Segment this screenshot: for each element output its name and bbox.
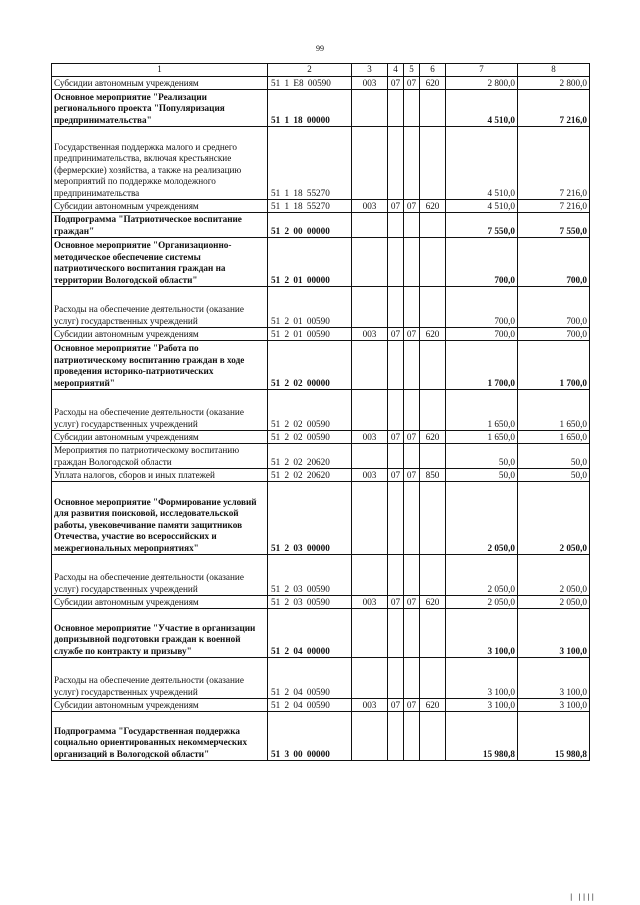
- row-col4-cell: [388, 609, 404, 658]
- row-col4-cell: [388, 390, 404, 431]
- row-col6-cell: 620: [420, 596, 446, 609]
- table-row: [52, 555, 590, 596]
- table-row: [52, 444, 590, 469]
- row-value8-cell: 7 216,0: [518, 200, 590, 213]
- table-header-row: [52, 64, 590, 77]
- row-col6-cell: [420, 238, 446, 287]
- row-col3-cell: [352, 238, 388, 287]
- row-code-cell: 51 1 18 55270: [268, 127, 352, 200]
- row-name-cell: Основное мероприятие "Организационно-методическое обеспечение системы патриотического воспитания граждан на территории Вологодской области": [52, 238, 268, 287]
- row-col6-cell: [420, 555, 446, 596]
- row-name-cell: Субсидии автономным учреждениям: [52, 200, 268, 213]
- row-col3-cell: 003: [352, 699, 388, 712]
- row-code-cell: 51 1 18 55270: [268, 200, 352, 213]
- row-col6-cell: [420, 712, 446, 761]
- row-value8-cell: 50,0: [518, 469, 590, 482]
- row-value7-cell: 1 650,0: [446, 431, 518, 444]
- row-col3-cell: [352, 390, 388, 431]
- row-value8-cell: 3 100,0: [518, 609, 590, 658]
- row-value7-cell: 15 980,8: [446, 712, 518, 761]
- row-code-cell: 51 2 03 00590: [268, 555, 352, 596]
- row-col4-cell: [388, 127, 404, 200]
- row-value8-cell: 1 650,0: [518, 431, 590, 444]
- row-name-cell: Основное мероприятие "Участие в организации допризывной подготовки граждан к военной службе по контракту и призыву": [52, 609, 268, 658]
- row-value8-cell: 2 050,0: [518, 555, 590, 596]
- row-col4-cell: [388, 238, 404, 287]
- row-col6-cell: [420, 390, 446, 431]
- table-row: [52, 482, 590, 555]
- row-value8-cell: 15 980,8: [518, 712, 590, 761]
- row-col4-cell: [388, 287, 404, 328]
- row-col4-cell: 07: [388, 328, 404, 341]
- table-row: [52, 200, 590, 213]
- row-name-cell: Субсидии автономным учреждениям: [52, 328, 268, 341]
- row-col6-cell: [420, 287, 446, 328]
- row-col3-cell: 003: [352, 200, 388, 213]
- row-col6-cell: [420, 127, 446, 200]
- row-col6-cell: 620: [420, 431, 446, 444]
- row-col5-cell: [404, 390, 420, 431]
- row-value7-cell: 700,0: [446, 238, 518, 287]
- table-row: [52, 609, 590, 658]
- row-code-cell: 51 2 02 00000: [268, 341, 352, 390]
- row-col6-cell: [420, 444, 446, 469]
- row-col3-cell: 003: [352, 469, 388, 482]
- row-col6-cell: [420, 658, 446, 699]
- row-col3-cell: 003: [352, 431, 388, 444]
- row-value7-cell: 3 100,0: [446, 699, 518, 712]
- row-value8-cell: 7 216,0: [518, 90, 590, 127]
- row-col4-cell: 07: [388, 699, 404, 712]
- row-value7-cell: 2 050,0: [446, 596, 518, 609]
- row-name-cell: Расходы на обеспечение деятельности (оказание услуг) государственных учреждений: [52, 658, 268, 699]
- row-col4-cell: 07: [388, 431, 404, 444]
- row-value7-cell: 4 510,0: [446, 200, 518, 213]
- table-row: [52, 699, 590, 712]
- scan-mark: | ||||: [569, 893, 596, 901]
- row-col5-cell: [404, 238, 420, 287]
- row-value7-cell: 50,0: [446, 444, 518, 469]
- row-code-cell: 51 2 00 00000: [268, 213, 352, 238]
- row-col3-cell: [352, 609, 388, 658]
- row-col5-cell: 07: [404, 469, 420, 482]
- row-value7-cell: 7 550,0: [446, 213, 518, 238]
- table-row: [52, 238, 590, 287]
- table-row: [52, 341, 590, 390]
- row-value8-cell: 700,0: [518, 328, 590, 341]
- row-col5-cell: [404, 658, 420, 699]
- table-row: [52, 90, 590, 127]
- row-col3-cell: [352, 658, 388, 699]
- row-code-cell: 51 1 18 00000: [268, 90, 352, 127]
- row-col3-cell: [352, 341, 388, 390]
- table-row: [52, 287, 590, 328]
- row-col4-cell: [388, 90, 404, 127]
- row-value8-cell: 2 800,0: [518, 77, 590, 90]
- row-col5-cell: 07: [404, 77, 420, 90]
- row-col4-cell: [388, 213, 404, 238]
- row-value7-cell: 1 700,0: [446, 341, 518, 390]
- row-name-cell: Расходы на обеспечение деятельности (оказание услуг) государственных учреждений: [52, 287, 268, 328]
- table-row: [52, 712, 590, 761]
- row-col6-cell: 850: [420, 469, 446, 482]
- header-cell: 3: [352, 64, 388, 77]
- header-cell: 6: [420, 64, 446, 77]
- table-row: [52, 658, 590, 699]
- row-col3-cell: [352, 90, 388, 127]
- row-col6-cell: 620: [420, 77, 446, 90]
- row-col5-cell: [404, 341, 420, 390]
- row-col4-cell: [388, 341, 404, 390]
- row-col5-cell: 07: [404, 431, 420, 444]
- row-name-cell: Подпрограмма "Патриотическое воспитание граждан": [52, 213, 268, 238]
- table-row: [52, 431, 590, 444]
- row-name-cell: Уплата налогов, сборов и иных платежей: [52, 469, 268, 482]
- row-name-cell: Государственная поддержка малого и среднего предпринимательства, включая крестьянские (фермерские) хозяйства, а также на реализацию мероприятий по поддержке молодежного предпринимательства: [52, 127, 268, 200]
- row-col3-cell: [352, 444, 388, 469]
- row-code-cell: 51 2 01 00590: [268, 287, 352, 328]
- header-cell: 8: [518, 64, 590, 77]
- row-value8-cell: 3 100,0: [518, 699, 590, 712]
- row-code-cell: 51 2 03 00000: [268, 482, 352, 555]
- row-name-cell: Расходы на обеспечение деятельности (оказание услуг) государственных учреждений: [52, 390, 268, 431]
- row-col6-cell: [420, 341, 446, 390]
- row-code-cell: 51 1 Е8 00590: [268, 77, 352, 90]
- table-row: [52, 213, 590, 238]
- table-row: [52, 469, 590, 482]
- row-value7-cell: 4 510,0: [446, 90, 518, 127]
- row-value7-cell: 2 800,0: [446, 77, 518, 90]
- row-col4-cell: [388, 482, 404, 555]
- row-name-cell: Субсидии автономным учреждениям: [52, 431, 268, 444]
- row-value7-cell: 700,0: [446, 328, 518, 341]
- row-col5-cell: [404, 609, 420, 658]
- row-code-cell: 51 2 01 00590: [268, 328, 352, 341]
- row-col5-cell: [404, 287, 420, 328]
- row-col4-cell: [388, 444, 404, 469]
- row-col6-cell: [420, 213, 446, 238]
- row-col5-cell: 07: [404, 699, 420, 712]
- row-value7-cell: 50,0: [446, 469, 518, 482]
- row-col3-cell: [352, 213, 388, 238]
- row-col5-cell: [404, 127, 420, 200]
- header-cell: 1: [52, 64, 268, 77]
- row-value8-cell: 700,0: [518, 238, 590, 287]
- row-col3-cell: 003: [352, 328, 388, 341]
- row-value7-cell: 2 050,0: [446, 482, 518, 555]
- header-cell: 7: [446, 64, 518, 77]
- header-cell: 5: [404, 64, 420, 77]
- row-value8-cell: 50,0: [518, 444, 590, 469]
- row-col6-cell: 620: [420, 699, 446, 712]
- header-cell: 4: [388, 64, 404, 77]
- row-col5-cell: [404, 213, 420, 238]
- row-col6-cell: 620: [420, 200, 446, 213]
- table-row: [52, 77, 590, 90]
- row-code-cell: 51 2 02 20620: [268, 444, 352, 469]
- row-value7-cell: 4 510,0: [446, 127, 518, 200]
- row-code-cell: 51 2 02 00590: [268, 431, 352, 444]
- row-col4-cell: [388, 658, 404, 699]
- row-value8-cell: 7 550,0: [518, 213, 590, 238]
- table-row: [52, 127, 590, 200]
- row-col3-cell: [352, 127, 388, 200]
- row-col4-cell: 07: [388, 596, 404, 609]
- row-col4-cell: 07: [388, 77, 404, 90]
- row-name-cell: Основное мероприятие "Формирование условий для развития поисковой, исследовательской работы, увековечивание памяти защитников Отечества, участие во всероссийских и межрегиональных мероприятиях": [52, 482, 268, 555]
- budget-table: [51, 63, 590, 761]
- page-number: 99: [316, 44, 324, 53]
- row-name-cell: Субсидии автономным учреждениям: [52, 596, 268, 609]
- row-name-cell: Основное мероприятие "Работа по патриотическому воспитанию граждан в ходе проведения историко-патриотических мероприятий": [52, 341, 268, 390]
- row-col5-cell: [404, 482, 420, 555]
- table-row: [52, 328, 590, 341]
- row-col4-cell: [388, 712, 404, 761]
- row-value8-cell: 2 050,0: [518, 482, 590, 555]
- row-col3-cell: [352, 712, 388, 761]
- row-col5-cell: [404, 90, 420, 127]
- row-value8-cell: 2 050,0: [518, 596, 590, 609]
- row-col3-cell: [352, 482, 388, 555]
- row-code-cell: 51 3 00 00000: [268, 712, 352, 761]
- row-code-cell: 51 2 03 00590: [268, 596, 352, 609]
- row-name-cell: Расходы на обеспечение деятельности (оказание услуг) государственных учреждений: [52, 555, 268, 596]
- row-name-cell: Мероприятия по патриотическому воспитанию граждан Вологодской области: [52, 444, 268, 469]
- row-code-cell: 51 2 04 00590: [268, 699, 352, 712]
- row-name-cell: Основное мероприятие "Реализации регионального проекта "Популяризация предпринимательства": [52, 90, 268, 127]
- row-col6-cell: [420, 609, 446, 658]
- row-col3-cell: 003: [352, 77, 388, 90]
- table-row: [52, 390, 590, 431]
- row-value7-cell: 700,0: [446, 287, 518, 328]
- row-col3-cell: 003: [352, 596, 388, 609]
- row-col3-cell: [352, 555, 388, 596]
- row-code-cell: 51 2 02 20620: [268, 469, 352, 482]
- row-value7-cell: 3 100,0: [446, 658, 518, 699]
- row-name-cell: Субсидии автономным учреждениям: [52, 77, 268, 90]
- row-value8-cell: 1 700,0: [518, 341, 590, 390]
- row-value8-cell: 3 100,0: [518, 658, 590, 699]
- row-value8-cell: 7 216,0: [518, 127, 590, 200]
- row-col5-cell: 07: [404, 200, 420, 213]
- row-col5-cell: 07: [404, 596, 420, 609]
- row-code-cell: 51 2 01 00000: [268, 238, 352, 287]
- row-col3-cell: [352, 287, 388, 328]
- row-code-cell: 51 2 02 00590: [268, 390, 352, 431]
- row-col6-cell: [420, 90, 446, 127]
- row-value7-cell: 3 100,0: [446, 609, 518, 658]
- row-col6-cell: [420, 482, 446, 555]
- table-row: [52, 596, 590, 609]
- row-col4-cell: 07: [388, 200, 404, 213]
- row-name-cell: Подпрограмма "Государственная поддержка социально ориентированных некоммерческих организаций в Вологодской области": [52, 712, 268, 761]
- row-col6-cell: 620: [420, 328, 446, 341]
- row-col4-cell: [388, 555, 404, 596]
- row-value7-cell: 1 650,0: [446, 390, 518, 431]
- row-value8-cell: 1 650,0: [518, 390, 590, 431]
- row-col4-cell: 07: [388, 469, 404, 482]
- row-col5-cell: [404, 444, 420, 469]
- row-col5-cell: 07: [404, 328, 420, 341]
- row-col5-cell: [404, 555, 420, 596]
- header-cell: 2: [268, 64, 352, 77]
- row-code-cell: 51 2 04 00000: [268, 609, 352, 658]
- row-code-cell: 51 2 04 00590: [268, 658, 352, 699]
- row-col5-cell: [404, 712, 420, 761]
- row-value8-cell: 700,0: [518, 287, 590, 328]
- row-name-cell: Субсидии автономным учреждениям: [52, 699, 268, 712]
- row-value7-cell: 2 050,0: [446, 555, 518, 596]
